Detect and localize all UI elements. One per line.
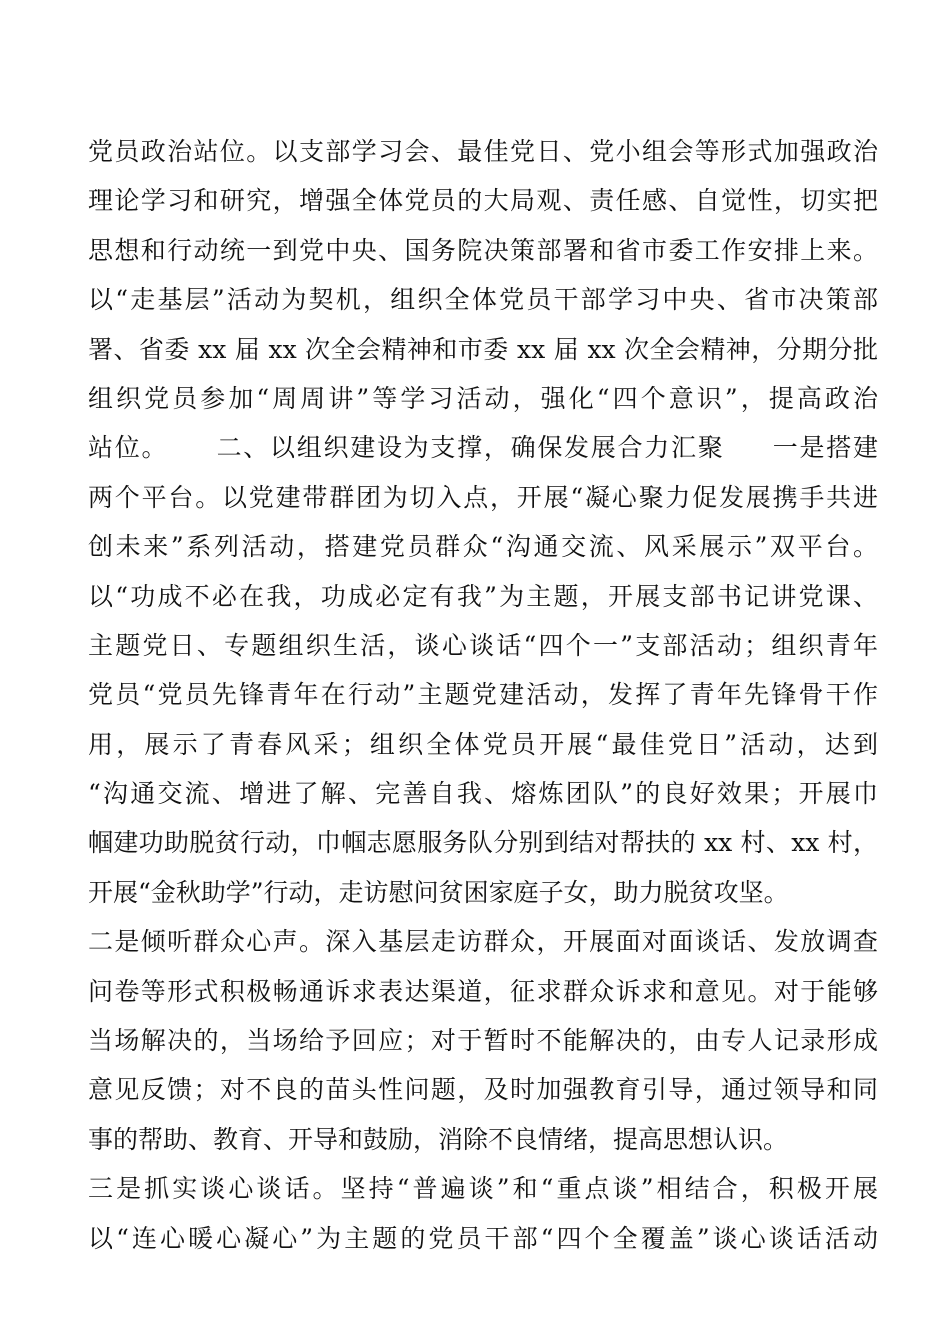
text-line: 用，展示了青春风采；组织全体党员开展“最佳党日”活动，达到 (88, 729, 878, 759)
text-line: 思想和行动统一到党中央、国务院决策部署和省市委工作安排上来。 (88, 235, 878, 265)
text-line: 开展“金秋助学”行动，走访慰问贫困家庭子女，助力脱贫攻坚。 (88, 877, 789, 907)
text-line: 意见反馈；对不良的苗头性问题，及时加强教育引导，通过领导和同 (88, 1075, 878, 1105)
text-line: 党员政治站位。以支部学习会、最佳党日、党小组会等形式加强政治 (88, 137, 878, 166)
text-line: 理论学习和研究，增强全体党员的大局观、责任感、自觉性，切实把 (88, 186, 878, 216)
text-line: 署、省委 xx 届 xx 次全会精神和市委 xx 届 xx 次全会精神，分期分批 (88, 334, 878, 364)
text-line: 三是抓实谈心谈话。坚持“普遍谈”和“重点谈”相结合，积极开展 (88, 1174, 878, 1204)
text-line: 主题党日、专题组织生活，谈心谈话“四个一”支部活动；组织青年 (88, 630, 878, 660)
text-line: 以“走基层”活动为契机，组织全体党员干部学习中央、省市决策部 (88, 285, 878, 315)
text-line: 问卷等形式积极畅通诉求表达渠道，征求群众诉求和意见。对于能够 (88, 976, 878, 1006)
text-line: 党员“党员先锋青年在行动”主题党建活动，发挥了青年先锋骨干作 (88, 680, 878, 710)
text-line: 两个平台。以党建带群团为切入点，开展“凝心聚力促发展携手共进 (88, 482, 878, 512)
text-line: 当场解决的，当场给予回应；对于暂时不能解决的，由专人记录形成 (88, 1026, 878, 1056)
text-line: 以“功成不必在我，功成必定有我”为主题，开展支部书记讲党课、 (88, 581, 878, 611)
text-line: 创未来”系列活动，搭建党员群众“沟通交流、风采展示”双平台。 (88, 532, 878, 562)
text-line: 事的帮助、教育、开导和鼓励，消除不良情绪，提高思想认识。 (88, 1124, 789, 1154)
text-line: 站位。 二、以组织建设为支撑，确保发展合力汇聚 一是搭建 (88, 433, 878, 463)
text-line: 以“连心暖心凝心”为主题的党员干部“四个全覆盖”谈心谈话活动 (88, 1223, 878, 1253)
body-text (88, 127, 878, 1263)
text-line: 二是倾听群众心声。深入基层走访群众，开展面对面谈话、发放调查 (88, 927, 878, 957)
text-line: 组织党员参加“周周讲”等学习活动，强化“四个意识”，提高政治 (88, 383, 878, 413)
text-line: 帼建功助脱贫行动，巾帼志愿服务队分别到结对帮扶的 xx 村、xx 村， (88, 828, 878, 858)
text-line: “沟通交流、增进了解、完善自我、熔炼团队”的良好效果；开展巾 (88, 779, 878, 809)
